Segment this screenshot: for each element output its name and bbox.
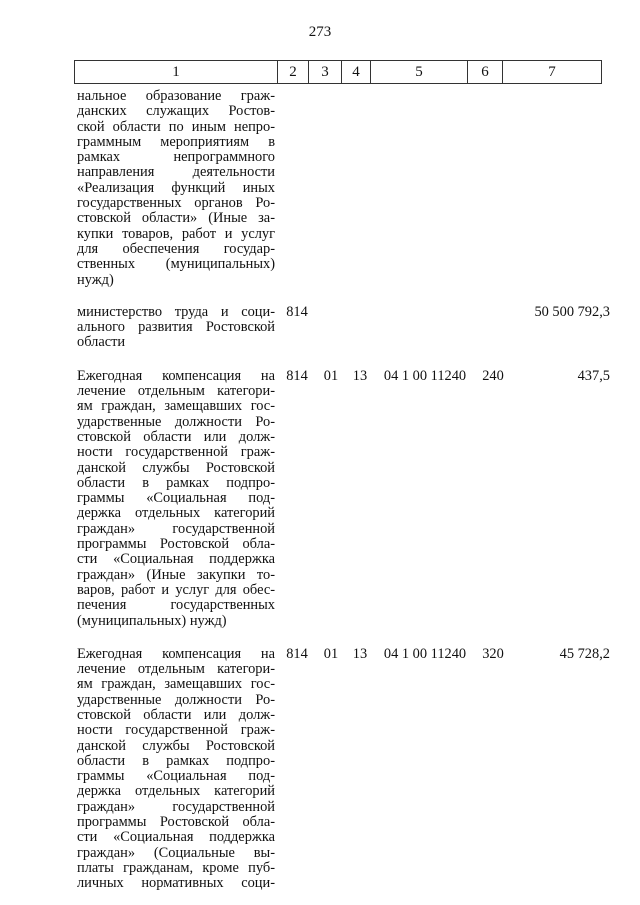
column-header-5: 5 [371, 61, 468, 84]
row-description [77, 89, 275, 288]
description-line: рамках непрограммного [77, 149, 275, 166]
column-header-6: 6 [468, 61, 503, 84]
cell-amount: 50 500 792,3 [534, 303, 610, 320]
column-header-2: 2 [278, 61, 309, 84]
description-line: нальное образование граж- [77, 88, 275, 104]
description-line: граммы «Социальная под- [77, 768, 275, 785]
description-line: «Реализация функций иных [77, 179, 275, 196]
table-row [0, 305, 640, 351]
description-line: области [77, 334, 126, 351]
description-line: государственных органов Ро- [77, 195, 275, 212]
description-line: сти «Социальная поддержка [77, 551, 275, 568]
description-line: министерство труда и соци- [77, 303, 275, 320]
description-line: ударственные должности Ро- [77, 413, 275, 430]
column-header-3: 3 [309, 61, 342, 84]
column-header-4: 4 [342, 61, 371, 84]
description-line: ности государственной граж- [77, 722, 275, 739]
row-description [77, 305, 275, 351]
cell-ministry-code: 814 [286, 645, 308, 662]
description-line: стовской области» (Иные за- [77, 210, 275, 227]
description-line: печения государственных [77, 597, 275, 614]
description-line: сти «Социальная поддержка [77, 829, 275, 846]
column-header-7: 7 [503, 61, 602, 84]
description-line: граммным мероприятиям в [77, 133, 275, 150]
description-line: данских служащих Ростов- [77, 103, 275, 120]
cell-target-article: 04 1 00 11240 [383, 645, 467, 662]
description-line: данской службы Ростовской [77, 459, 275, 476]
description-line: купки товаров, работ и услуг [77, 225, 275, 242]
description-line: нужд) [77, 271, 114, 288]
description-line: Ежегодная компенсация на [77, 367, 275, 384]
description-line: граждан» государственной [77, 520, 275, 537]
description-line: стовской области или долж- [77, 428, 275, 445]
description-line: ального развития Ростовской [77, 319, 275, 336]
description-line: (муниципальных) нужд) [77, 612, 227, 629]
description-line: платы гражданам, кроме пуб- [77, 859, 275, 876]
row-description [77, 369, 275, 629]
description-line: держка отдельных категорий [77, 505, 275, 522]
cell-subsection: 13 [352, 367, 368, 384]
cell-target-article: 04 1 00 11240 [383, 367, 467, 384]
page-number: 273 [308, 24, 332, 40]
description-line: области в рамках подпро- [77, 474, 275, 491]
description-line: программы Ростовской обла- [77, 536, 275, 553]
cell-section: 01 [323, 645, 339, 662]
table-row [0, 89, 640, 288]
description-line: области в рамках подпро- [77, 752, 275, 769]
table-body [0, 89, 640, 892]
description-line: ственных (муниципальных) [77, 256, 275, 273]
row-description [77, 647, 275, 892]
column-header-row [74, 60, 602, 84]
table-row [0, 369, 640, 629]
description-line: личных нормативных соци- [77, 875, 275, 892]
description-line: ности государственной граж- [77, 444, 275, 461]
column-header-1: 1 [75, 61, 278, 84]
description-line: лечение отдельным категори- [77, 661, 275, 678]
description-line: ской области по иным непро- [77, 118, 275, 135]
cell-amount: 45 728,2 [559, 645, 610, 662]
description-line: варов, работ и услуг для обес- [77, 581, 275, 598]
description-line: данской службы Ростовской [77, 737, 275, 754]
description-line: граждан» государственной [77, 798, 275, 815]
description-line: программы Ростовской обла- [77, 814, 275, 831]
cell-ministry-code: 814 [286, 367, 308, 384]
description-line: стовской области или долж- [77, 706, 275, 723]
description-line: граммы «Социальная под- [77, 490, 275, 507]
description-line: ям граждан, замещавших гос- [77, 676, 275, 693]
cell-section: 01 [323, 367, 339, 384]
cell-subsection: 13 [352, 645, 368, 662]
description-line: лечение отдельным категори- [77, 383, 275, 400]
description-line: ударственные должности Ро- [77, 691, 275, 708]
description-line: граждан» (Социальные вы- [77, 844, 275, 861]
description-line: направления деятельности [77, 164, 275, 181]
cell-amount: 437,5 [577, 367, 610, 384]
table-row [0, 647, 640, 892]
description-line: граждан» (Иные закупки то- [77, 566, 275, 583]
cell-expense-type: 320 [482, 645, 504, 662]
cell-expense-type: 240 [482, 367, 504, 384]
description-line: для обеспечения государ- [77, 240, 275, 257]
description-line: ям граждан, замещавших гос- [77, 398, 275, 415]
description-line: Ежегодная компенсация на [77, 645, 275, 662]
cell-ministry-code: 814 [286, 303, 308, 320]
description-line: держка отдельных категорий [77, 783, 275, 800]
